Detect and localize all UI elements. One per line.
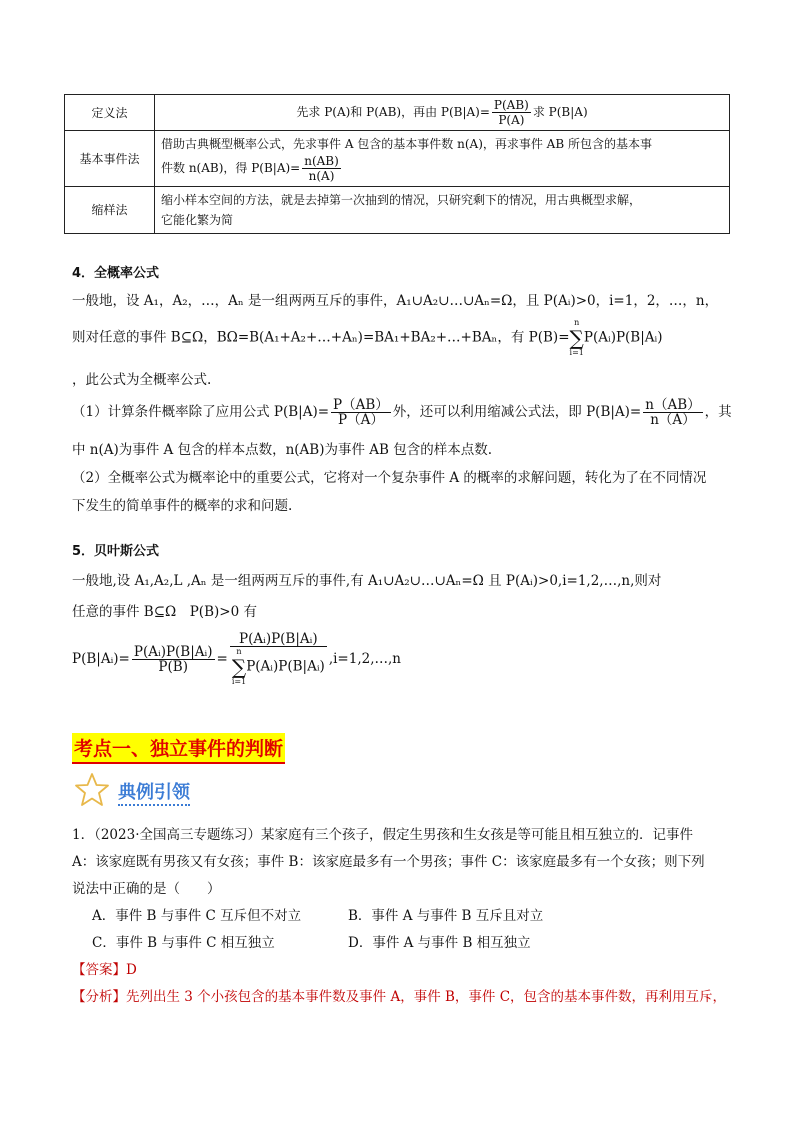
text: 和 xyxy=(350,105,367,119)
sigma: ∑ xyxy=(231,655,247,679)
methods-table xyxy=(64,94,730,234)
paragraph: 下发生的简单事件的概率的求和问题. xyxy=(72,498,293,514)
denominator: P（A） xyxy=(337,412,384,428)
denominator: n（A） xyxy=(650,412,696,428)
numerator: n（AB） xyxy=(645,397,701,413)
text: P(Aᵢ)P(B|Aᵢ) xyxy=(583,329,663,346)
table-row xyxy=(65,187,730,234)
note-1 xyxy=(72,398,732,427)
fraction xyxy=(643,398,702,427)
paragraph: 中 n(A)为事件 A 包含的样本点数，n(AB)为事件 AB 包含的样本点数. xyxy=(72,442,493,458)
denominator: P(B) xyxy=(158,659,188,675)
sum-symbol xyxy=(232,647,246,687)
answer: 【答案】D xyxy=(72,962,137,978)
table-row xyxy=(65,131,730,187)
numerator: P(AB) xyxy=(493,98,529,112)
method-name: 定义法 xyxy=(65,95,155,131)
paragraph xyxy=(72,318,663,358)
denominator xyxy=(230,647,327,687)
text: = xyxy=(216,651,228,667)
fraction xyxy=(230,632,327,687)
fraction xyxy=(302,154,341,183)
fraction xyxy=(331,398,391,427)
option-c[interactable]: C．事件 B 与事件 C 相互独立 xyxy=(92,935,275,951)
text: ，其 xyxy=(704,404,732,420)
fraction xyxy=(132,645,215,674)
question-line: A：该家庭既有男孩又有女孩；事件 B：该家庭最多有一个男孩；事件 C：该家庭最多有一个女孩；则下列 xyxy=(72,854,705,870)
text: 件数 n(AB)，得 P(B|A)= xyxy=(161,161,301,175)
option-d[interactable]: D．事件 A 与事件 B 相互独立 xyxy=(348,935,531,951)
text: ，再由 xyxy=(401,105,441,119)
text: 先求 xyxy=(296,105,325,119)
sum-top: n xyxy=(574,318,580,327)
option-b[interactable]: B．事件 A 与事件 B 互斥且对立 xyxy=(348,908,544,924)
paragraph: 一般地,设 A₁,A₂,L ,Aₙ 是一组两两互斥的事件,有 A₁∪A₂∪…∪Aₙ=Ω 且 P(Aᵢ)>0,i=1,2,…,n,则对 xyxy=(72,573,662,589)
heading-bayes: 5．贝叶斯公式 xyxy=(72,544,160,559)
method-desc xyxy=(155,131,730,187)
star-icon xyxy=(74,772,110,808)
sum-top: n xyxy=(236,647,242,656)
numerator: P(Aᵢ)P(B|Aᵢ) xyxy=(133,644,213,660)
sigma: ∑ xyxy=(569,326,584,350)
numerator: n(AB) xyxy=(304,154,339,168)
text: ,i=1,2,…,n xyxy=(328,651,401,667)
text: 求 P(B|A) xyxy=(532,105,588,119)
method-desc xyxy=(155,187,730,234)
numerator: P（AB） xyxy=(333,397,389,413)
text: 借助古典概型概率公式，先求事件 A 包含的基本事件数 n(A)，再求事件 AB 所包含的基本事 xyxy=(161,137,652,151)
sum-bottom: i=1 xyxy=(569,348,584,357)
method-name: 缩样法 xyxy=(65,187,155,234)
sum-symbol xyxy=(570,318,584,358)
section-title: 考点一、独立事件的判断 xyxy=(72,733,285,764)
text: 缩小样本空间的方法，就是去掉第一次抽到的情况，只研究剩下的情况，用古典概型求解， xyxy=(161,193,642,207)
paragraph: 一般地，设 A₁，A₂，…，Aₙ 是一组两两互斥的事件，A₁∪A₂∪…∪Aₙ=Ω，且 P(Aᵢ)>0，i=1，2，…，n， xyxy=(72,293,719,309)
analysis: 【分析】先列出生 3 个小孩包含的基本事件数及事件 A，事件 B，事件 C，包含的基本事件数，再利用互斥， xyxy=(72,989,727,1005)
numerator: P(Aᵢ)P(B|Aᵢ) xyxy=(230,632,327,647)
sum-bottom: i=1 xyxy=(231,677,247,686)
denominator: n(A) xyxy=(308,169,335,183)
text: P(B|A)= xyxy=(440,105,490,119)
method-name: 基本事件法 xyxy=(65,131,155,187)
text: P(AB) xyxy=(366,105,402,119)
bayes-formula xyxy=(72,632,401,687)
text: P(Aᵢ)P(B|Aᵢ) xyxy=(246,658,325,675)
paragraph: 任意的事件 B⊆Ω P(B)>0 有 xyxy=(72,604,257,620)
denominator: P(A) xyxy=(498,113,525,127)
example-title: 典例引领 xyxy=(118,778,190,806)
question-line: 说法中正确的是（ ） xyxy=(72,881,221,897)
text: 外，还可以利用缩减公式法，即 P(B|A)= xyxy=(392,404,642,420)
paragraph: ，此公式为全概率公式. xyxy=(72,372,212,388)
heading-total-probability: 4．全概率公式 xyxy=(72,266,160,281)
text: （1）计算条件概率除了应用公式 P(B|A)= xyxy=(72,404,330,420)
table-row xyxy=(65,95,730,131)
method-desc xyxy=(155,95,730,131)
paragraph: （2）全概率公式为概率论中的重要公式，它将对一个复杂事件 A 的概率的求解问题，转化为了在不同情况 xyxy=(72,470,707,486)
question-line: 1．（2023·全国高三专题练习）某家庭有三个孩子，假定生男孩和生女孩是等可能且相互独立的．记事件 xyxy=(72,827,693,843)
fraction xyxy=(492,98,531,127)
text: P(A) xyxy=(324,105,351,119)
text: P(B|Aᵢ)= xyxy=(72,651,130,667)
text: 则对任意的事件 B⊆Ω，BΩ=B(A₁+A₂+…+Aₙ)=BA₁+BA₂+…+BAₙ，有 P(B)= xyxy=(72,329,570,346)
text: 它能化繁为简 xyxy=(161,213,234,227)
option-a[interactable]: A．事件 B 与事件 C 互斥但不对立 xyxy=(92,908,302,924)
